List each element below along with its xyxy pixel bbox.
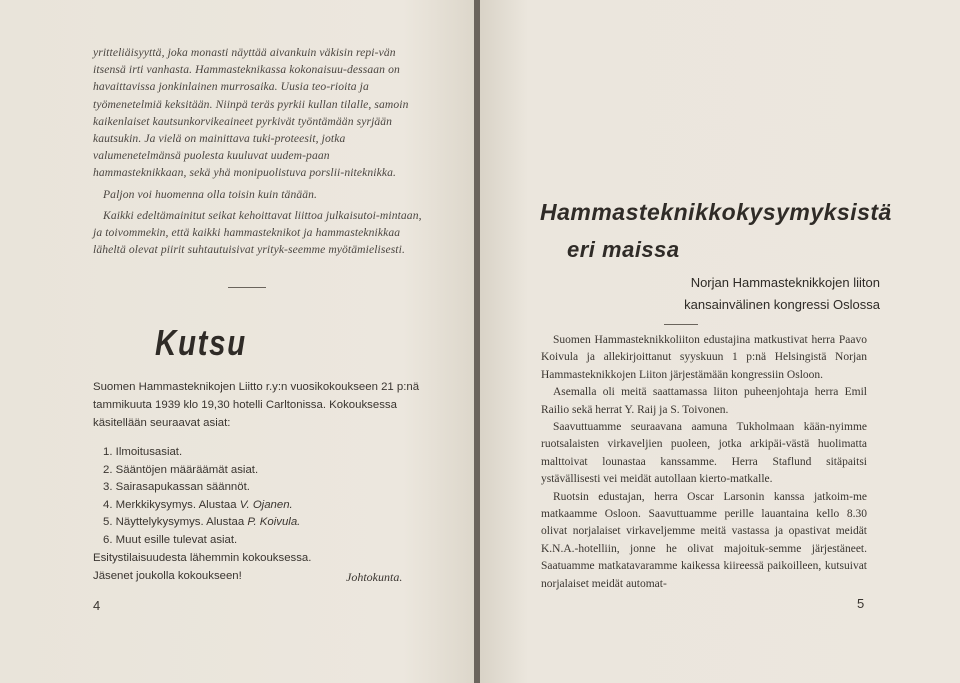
article-paragraph-4: Ruotsin edustajan, herra Oscar Larsonin kanssa jatkoim-me matkaamme Osloon. Saavuttuamme perille lauantaina kello 8.30 olivat norjalaiset virkaveljemme meitä vastassa ja opastivat meidät K.N.A.-hotelliin, jonne he olivat majoituk-semme järjestäneet. Saatuamme matkatavaramme kaikessa kiireessä paikoilleen, kutsuivat norjalaiset meidät automat-	[541, 490, 867, 590]
left-page	[0, 0, 474, 683]
agenda-item-2: 2. Sääntöjen määräämät asiat.	[103, 463, 259, 476]
page-number-right: 5	[857, 596, 865, 611]
invitation-body	[93, 378, 423, 585]
agenda-list	[93, 444, 423, 549]
article-title-line-2: eri maissa	[567, 237, 680, 262]
subtitle-divider	[664, 324, 698, 325]
italic-paragraph-3: Kaikki edeltämainitut seikat kehoittavat liittoa julkaisutoi-mintaan, ja toivommekin, että kaikki hammasteknikot ja hammasteknikkaa läheltä olevat piirit suhtautuisivat yrityk-seemme myötämielisesti.	[93, 208, 422, 257]
page-number-left: 4	[93, 598, 101, 613]
agenda-item-3: 3. Sairasapukassan säännöt.	[103, 481, 250, 493]
agenda-speaker: P. Koivula.	[247, 516, 301, 528]
article-title	[540, 193, 940, 269]
intro-italic-text	[93, 44, 423, 258]
italic-paragraph-1: yritteliäisyyttä, joka monasti näyttää aivankuin väkisin repi-vän itsensä irti vanhasta. Hammasteknikassa kokonaisuu-dessaan on havaittavissa jonkinlainen murrosaika. Uusia teo-rioita ja työmenetelmiä keksitään. Niinpä teräs pyrkii kullan tilalle, samoin kaikenlaiset kautsunkorvikeaineet pyrkivät työntämään syrjään kautsukin. Ja vielä on mainittava tuki-proteesit, jotka valumenetelmänsä puolesta kuuluvat uudem-paan hammasteknikkaan, sekä yhä monipuolistuva porslii-niteknikka.	[93, 46, 409, 180]
invitation-footer-line-1: Esitystilaisuudesta lähemmin kokouksessa.	[93, 552, 312, 564]
section-divider	[228, 287, 266, 288]
article-paragraph-3: Saavuttuamme seuraavana aamuna Tukholmaan kään-nyimme ruotsalaisten virkaveljien puoleen, jotka arkipäi-västä huolimatta malttoivat lounastaa kanssamme. Herra Staflund sitäpaitsi ystävällisesti vei meidät autollaan kierto-matkalle.	[541, 421, 867, 486]
article-paragraph-1: Suomen Hammasteknikkoliiton edustajina matkustivat herra Paavo Koivula ja allekirjoittanut syyskuun 1 p:nä Helsingistä Norjan Hammasteknikkojen Liiton järjestämään kongressiin Osloon.	[541, 334, 867, 381]
article-body	[541, 332, 867, 593]
agenda-item-4: 4. Merkkikysymys. Alustaa V. Ojanen.	[103, 498, 293, 511]
article-title-line-1: Hammasteknikkokysymyksistä	[540, 199, 892, 225]
article-subtitle-line-1: Norjan Hammasteknikkojen liiton	[690, 275, 880, 290]
article-subtitle	[640, 272, 880, 316]
agenda-item-6: 6. Muut esille tulevat asiat.	[103, 533, 238, 546]
agenda-item-1: 1. Ilmoitusasiat.	[103, 446, 183, 458]
invitation-footer-line-2: Jäsenet joukolla kokoukseen!	[93, 570, 242, 582]
invitation-intro: Suomen Hammasteknikojen Liitto r.y:n vuosikokoukseen 21 p:nä tammikuuta 1939 klo 19,30 hotelli Carltonissa. Kokouksessa käsitellään seuraavat asiat:	[93, 381, 420, 429]
article-paragraph-2: Asemalla oli meitä saattamassa liiton puheenjohtaja herra Emil Railio sekä herrat Y. Raij ja S. Toivonen.	[541, 386, 867, 416]
agenda-item-5: 5. Näyttelykysymys. Alustaa P. Koivula.	[103, 516, 301, 528]
article-subtitle-line-2: kansainvälinen kongressi Oslossa	[684, 297, 880, 312]
italic-paragraph-2: Paljon voi huomenna olla toisin kuin tänään.	[103, 187, 318, 201]
agenda-speaker: V. Ojanen.	[239, 498, 293, 511]
signature: Johtokunta.	[346, 570, 403, 584]
invitation-title: Kutsu	[155, 322, 247, 363]
